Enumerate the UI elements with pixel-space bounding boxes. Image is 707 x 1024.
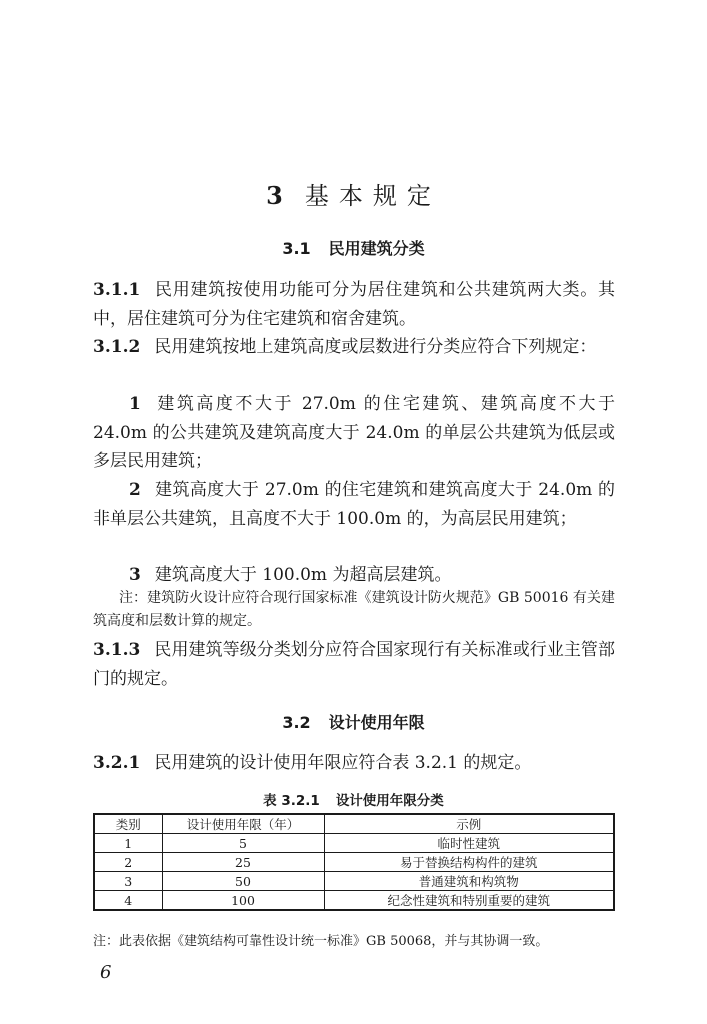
item-text: 建筑高度大于 100.0m 为超高层建筑。 (154, 565, 452, 585)
table-cell: 100 (162, 891, 324, 911)
table-cell: 普通建筑和构筑物 (324, 872, 614, 891)
table-caption-number: 表 3.2.1 (263, 793, 320, 809)
item-text: 建筑高度不大于 27.0m 的住宅建筑、建筑高度不大于 24.0m 的公共建筑及建筑高度大于 24.0m 的单层公共建筑为低层或多层民用建筑； (93, 394, 615, 471)
table-row (94, 853, 614, 872)
clause-text: 民用建筑等级分类划分应符合国家现行有关标准或行业主管部门的规定。 (93, 640, 615, 689)
item-text: 建筑高度大于 27.0m 的住宅建筑和建筑高度大于 24.0m 的非单层公共建筑，且高度不大于 100.0m 的，为高层民用建筑； (93, 480, 615, 529)
table-header-cell: 类别 (94, 814, 162, 834)
section-heading-3-2 (0, 710, 707, 733)
chapter-number: 3 (266, 181, 283, 210)
table-row (94, 872, 614, 891)
table-cell: 3 (94, 872, 162, 891)
item-number: 1 (129, 394, 141, 414)
clause-3-1-3 (93, 636, 615, 693)
table-cell: 临时性建筑 (324, 834, 614, 853)
clause-number: 3.2.1 (93, 753, 141, 773)
item-number: 2 (129, 480, 141, 500)
clause-3-1-2 (93, 333, 615, 362)
chapter-title (0, 176, 707, 211)
section-number: 3.2 (282, 713, 311, 732)
table-caption (0, 789, 707, 809)
section-title: 民用建筑分类 (328, 239, 425, 258)
table-row (94, 891, 614, 911)
table-cell: 1 (94, 834, 162, 853)
clause-number: 3.1.1 (93, 280, 141, 300)
clause-text: 民用建筑按地上建筑高度或层数进行分类应符合下列规定： (154, 337, 597, 357)
clause-3-1-2-item-2 (93, 476, 615, 533)
table-row (94, 834, 614, 853)
table-header-cell: 示例 (324, 814, 614, 834)
clause-3-2-1 (93, 749, 615, 778)
chapter-title-text: 基本规定 (304, 182, 441, 210)
note-3-1-2: 注：建筑防火设计应符合现行国家标准《建筑设计防火规范》GB 50016 有关建筑高度和层数计算的规定。 (93, 590, 615, 629)
clause-3-1-1 (93, 276, 615, 333)
item-number: 3 (129, 565, 141, 585)
table-header-cell: 设计使用年限（年） (162, 814, 324, 834)
clause-3-1-2-item-3 (93, 561, 615, 590)
service-life-table (93, 813, 615, 911)
table-cell: 25 (162, 853, 324, 872)
table-cell: 4 (94, 891, 162, 911)
table-cell: 2 (94, 853, 162, 872)
clause-3-1-2-item-1 (93, 390, 615, 476)
clause-number: 3.1.3 (93, 640, 141, 660)
table-cell: 50 (162, 872, 324, 891)
clause-number: 3.1.2 (93, 337, 141, 357)
section-heading-3-1 (0, 236, 707, 259)
section-title: 设计使用年限 (328, 713, 425, 732)
clause-text: 民用建筑的设计使用年限应符合表 3.2.1 的规定。 (154, 753, 532, 773)
page-number: 6 (100, 962, 112, 983)
table-cell: 易于替换结构构件的建筑 (324, 853, 614, 872)
section-number: 3.1 (282, 239, 311, 258)
table-header-row (94, 814, 614, 834)
table-caption-title: 设计使用年限分类 (335, 793, 444, 809)
table-cell: 纪念性建筑和特别重要的建筑 (324, 891, 614, 911)
table-cell: 5 (162, 834, 324, 853)
table-note: 注：此表依据《建筑结构可靠性设计统一标准》GB 50068，并与其协调一致。 (93, 934, 549, 949)
clause-text: 民用建筑按使用功能可分为居住建筑和公共建筑两大类。其中，居住建筑可分为住宅建筑和宿舍建筑。 (93, 280, 615, 329)
